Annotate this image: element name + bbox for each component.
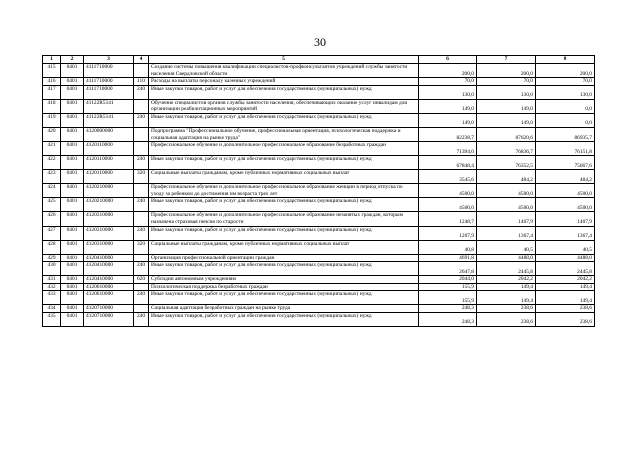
table-row [43,113,595,127]
amount-year1-cell: 155,9 [419,291,477,305]
target-article-cell: 4120310000 [84,240,134,254]
amount-year2-cell: 40,5 [477,240,536,254]
expense-type-cell [134,212,149,226]
section-code-cell: 0401 [61,312,84,326]
amount-year2-cell: 149,4 [477,283,536,291]
target-article-cell: 4111710000 [84,78,134,86]
table-body [43,64,595,327]
table-row [43,212,595,226]
target-article-cell: 4120310000 [84,226,134,240]
table-row [43,78,595,86]
table-row [43,198,595,212]
row-number-cell: 427 [43,226,61,240]
table-row [43,283,595,291]
expense-type-cell [134,283,149,291]
amount-year1-cell: 200,0 [419,64,477,78]
table-row [43,99,595,113]
amount-year3-cell: 70,0 [536,78,595,86]
target-article-cell: 4120610000 [84,291,134,305]
target-article-cell: 4111710000 [84,64,134,78]
expense-type-cell [134,184,149,198]
item-name-cell: Социальная адаптация безработных граждан на рынке труда [149,305,419,313]
target-article-cell: 41122R5141 [84,113,134,127]
row-number-cell: 431 [43,276,61,284]
section-code-cell: 0401 [61,212,84,226]
amount-year1-cell: 4500,0 [419,184,477,198]
amount-year2-cell: 484,2 [477,170,536,184]
target-article-cell: 4120710000 [84,312,134,326]
amount-year1-cell: 155,9 [419,283,477,291]
amount-year3-cell: 130,0 [536,85,595,99]
amount-year3-cell: 149,4 [536,291,595,305]
section-code-cell: 0401 [61,142,84,156]
target-article-cell: 4120410000 [84,262,134,276]
row-number-cell: 420 [43,127,61,141]
table-row [43,305,595,313]
table-row [43,64,595,78]
item-name-cell: Профессиональное обучение и дополнительное профессиональное образование женщин в период отпуска по уходу за ребенком до достижения им возраста трех лет [149,184,419,198]
amount-year2-cell: 76352,5 [477,156,536,170]
target-article-cell: 4120000000 [84,127,134,141]
row-number-cell: 417 [43,85,61,99]
row-number-cell: 428 [43,240,61,254]
row-number-cell: 425 [43,198,61,212]
row-number-cell: 421 [43,142,61,156]
target-article-cell: 4120110000 [84,170,134,184]
amount-year3-cell: 1407,9 [536,212,595,226]
expense-type-cell [134,127,149,141]
page-number: 30 [314,35,326,49]
table-row [43,127,595,141]
row-number-cell: 423 [43,170,61,184]
table-row [43,170,595,184]
amount-year3-cell: 4500,0 [536,198,595,212]
target-article-cell: 4120410000 [84,254,134,262]
amount-year1-cell: 67848,4 [419,156,477,170]
item-name-cell: Психологическая поддержка безработных граждан [149,283,419,291]
section-code-cell: 0401 [61,99,84,113]
amount-year2-cell: 130,0 [477,85,536,99]
expense-type-cell: 240 [134,113,149,127]
item-name-cell: Расходы на выплаты персоналу казенных учреждений [149,78,419,86]
amount-year3-cell: 75667,6 [536,156,595,170]
amount-year1-cell: 2647,8 [419,262,477,276]
target-article-cell: 4120410000 [84,276,134,284]
section-code-cell: 0401 [61,184,84,198]
section-code-cell: 0401 [61,64,84,78]
target-article-cell: 4111710000 [84,85,134,99]
amount-year3-cell: 4500,0 [536,184,595,198]
row-number-cell: 426 [43,212,61,226]
amount-year3-cell: 238,6 [536,312,595,326]
expense-type-cell: 240 [134,226,149,240]
section-code-cell: 0401 [61,85,84,99]
target-article-cell: 4120310000 [84,212,134,226]
target-article-cell: 4120110000 [84,156,134,170]
amount-year1-cell: 71394,0 [419,142,477,156]
amount-year1-cell: 248,3 [419,305,477,313]
section-code-cell: 0401 [61,78,84,86]
table-row [43,291,595,305]
expense-type-cell: 320 [134,170,149,184]
item-name-cell: Иные закупки товаров, работ и услуг для обеспечения государственных (муниципальных) нужд [149,262,419,276]
row-number-cell: 429 [43,254,61,262]
amount-year2-cell: 1367,4 [477,226,536,240]
item-name-cell: Иные закупки товаров, работ и услуг для обеспечения государственных (муниципальных) нужд [149,156,419,170]
section-code-cell: 0401 [61,113,84,127]
table-row [43,276,595,284]
section-code-cell: 0401 [61,127,84,141]
column-header-4: 4 [134,56,149,64]
amount-year1-cell: 130,0 [419,85,477,99]
amount-year2-cell: 4500,0 [477,198,536,212]
amount-year3-cell: 40,5 [536,240,595,254]
row-number-cell: 419 [43,113,61,127]
amount-year1-cell: 1248,7 [419,212,477,226]
item-name-cell: Социальные выплаты гражданам, кроме публичных нормативных социальных выплат [149,240,419,254]
target-article-cell: 4120210000 [84,184,134,198]
expense-type-cell: 240 [134,262,149,276]
amount-year2-cell: 2445,8 [477,262,536,276]
amount-year2-cell: 4488,0 [477,254,536,262]
amount-year1-cell: 82238,7 [419,127,477,141]
target-article-cell: 4120710000 [84,305,134,313]
amount-year1-cell: 40,8 [419,240,477,254]
target-article-cell: 4120610000 [84,283,134,291]
column-header-6: 6 [419,56,477,64]
section-code-cell: 0401 [61,226,84,240]
amount-year2-cell: 70,0 [477,78,536,86]
row-number-cell: 434 [43,305,61,313]
item-name-cell: Иные закупки товаров, работ и услуг для обеспечения государственных (муниципальных) нужд [149,113,419,127]
expense-type-cell [134,64,149,78]
expense-type-cell [134,305,149,313]
header-row [43,56,595,64]
item-name-cell: Организация профессиональной ориентации граждан [149,254,419,262]
amount-year1-cell: 2044,0 [419,276,477,284]
amount-year2-cell: 149,0 [477,113,536,127]
amount-year1-cell: 4691,8 [419,254,477,262]
expense-type-cell [134,254,149,262]
table-row [43,184,595,198]
section-code-cell: 0401 [61,198,84,212]
row-number-cell: 422 [43,156,61,170]
expense-type-cell: 240 [134,156,149,170]
item-name-cell: Обучение специалистов органов службы занятости населения, обеспечивающих оказание услуг инвалидам для организации реабилитационных мероприятий [149,99,419,113]
amount-year3-cell: 200,0 [536,64,595,78]
expense-type-cell: 240 [134,291,149,305]
item-name-cell: Субсидии автономным учреждениям [149,276,419,284]
table-row [43,156,595,170]
amount-year3-cell: 86935,7 [536,127,595,141]
column-header-5: 5 [149,56,419,64]
amount-year3-cell: 4488,0 [536,254,595,262]
amount-year1-cell: 4500,0 [419,198,477,212]
row-number-cell: 418 [43,99,61,113]
expense-type-cell: 620 [134,276,149,284]
item-name-cell: Иные закупки товаров, работ и услуг для обеспечения государственных (муниципальных) нужд [149,312,419,326]
expense-type-cell [134,99,149,113]
column-header-3: 3 [84,56,134,64]
amount-year3-cell: 76151,8 [536,142,595,156]
budget-table [42,55,595,327]
amount-year2-cell: 1407,9 [477,212,536,226]
amount-year2-cell: 149,0 [477,99,536,113]
expense-type-cell: 240 [134,198,149,212]
amount-year2-cell: 87620,6 [477,127,536,141]
item-name-cell: Иные закупки товаров, работ и услуг для обеспечения государственных (муниципальных) нужд [149,291,419,305]
amount-year2-cell: 238,6 [477,305,536,313]
target-article-cell: 41122R5141 [84,99,134,113]
section-code-cell: 0401 [61,305,84,313]
table-row [43,240,595,254]
item-name-cell: Иные закупки товаров, работ и услуг для обеспечения государственных (муниципальных) нужд [149,85,419,99]
section-code-cell: 0401 [61,170,84,184]
amount-year3-cell: 0,0 [536,113,595,127]
row-number-cell: 435 [43,312,61,326]
section-code-cell: 0401 [61,254,84,262]
amount-year3-cell: 484,2 [536,170,595,184]
table-row [43,142,595,156]
amount-year3-cell: 149,4 [536,283,595,291]
item-name-cell: Иные закупки товаров, работ и услуг для обеспечения государственных (муниципальных) нужд [149,226,419,240]
amount-year1-cell: 149,0 [419,113,477,127]
table-row [43,226,595,240]
amount-year2-cell: 149,4 [477,291,536,305]
amount-year2-cell: 76836,7 [477,142,536,156]
amount-year1-cell: 248,3 [419,312,477,326]
amount-year2-cell: 2042,2 [477,276,536,284]
column-header-1: 1 [43,56,61,64]
table-row [43,312,595,326]
amount-year1-cell: 1207,9 [419,226,477,240]
target-article-cell: 4120110000 [84,142,134,156]
amount-year3-cell: 0,0 [536,99,595,113]
expense-type-cell: 110 [134,78,149,86]
section-code-cell: 0401 [61,240,84,254]
item-name-cell: Профессиональное обучение и дополнительное профессиональное образование незанятых граждан, которым назначена страховая пенсия по старости [149,212,419,226]
expense-type-cell: 240 [134,85,149,99]
amount-year3-cell: 1367,4 [536,226,595,240]
expense-type-cell [134,142,149,156]
amount-year3-cell: 238,6 [536,305,595,313]
amount-year3-cell: 2042,2 [536,276,595,284]
amount-year1-cell: 149,0 [419,99,477,113]
item-name-cell: Профессиональное обучение и дополнительное профессиональное образование безработных граждан [149,142,419,156]
amount-year2-cell: 200,0 [477,64,536,78]
item-name-cell: Социальные выплаты гражданам, кроме публичных нормативных социальных выплат [149,170,419,184]
item-name-cell: Иные закупки товаров, работ и услуг для обеспечения государственных (муниципальных) нужд [149,198,419,212]
row-number-cell: 432 [43,283,61,291]
amount-year1-cell: 70,0 [419,78,477,86]
row-number-cell: 433 [43,291,61,305]
expense-type-cell: 240 [134,312,149,326]
section-code-cell: 0401 [61,156,84,170]
expense-type-cell: 320 [134,240,149,254]
row-number-cell: 416 [43,78,61,86]
target-article-cell: 4120210000 [84,198,134,212]
section-code-cell: 0401 [61,262,84,276]
table-row [43,262,595,276]
amount-year2-cell: 238,6 [477,312,536,326]
row-number-cell: 415 [43,64,61,78]
section-code-cell: 0401 [61,283,84,291]
item-name-cell: Создание системы повышения квалификации специалистов-профконсультантов учреждений службы занятости населения Свердловской области [149,64,419,78]
section-code-cell: 0401 [61,276,84,284]
amount-year2-cell: 4500,0 [477,184,536,198]
column-header-2: 2 [61,56,84,64]
row-number-cell: 430 [43,262,61,276]
column-header-7: 7 [477,56,536,64]
amount-year3-cell: 2445,8 [536,262,595,276]
table-row [43,85,595,99]
section-code-cell: 0401 [61,291,84,305]
table-row [43,254,595,262]
item-name-cell: Подпрограмма "Профессиональное обучение, профессиональная ориентация, психологическая поддержка и социальная адаптация на рынке труда" [149,127,419,141]
column-header-8: 8 [536,56,595,64]
amount-year1-cell: 3545,6 [419,170,477,184]
row-number-cell: 424 [43,184,61,198]
